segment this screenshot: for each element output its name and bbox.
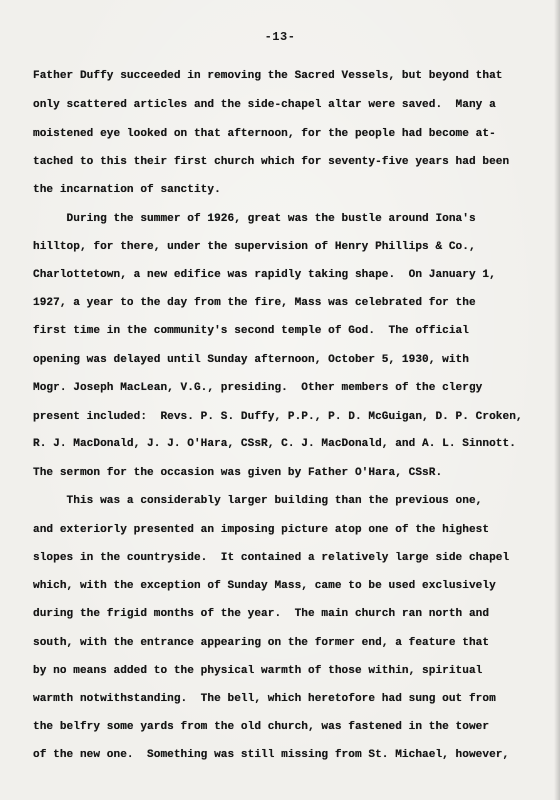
text-line: hilltop, for there, under the supervision of Henry Phillips & Co.,: [33, 241, 476, 253]
text-line: R. J. MacDonald, J. J. O'Hara, CSsR, C. J. MacDonald, and A. L. Sinnott.: [33, 438, 516, 450]
text-line: first time in the community's second temple of God. The official: [33, 325, 469, 337]
text-line: and exteriorly presented an imposing picture atop one of the highest: [33, 524, 490, 536]
text-line: by no means added to the physical warmth of those within, spiritual: [33, 665, 483, 677]
text-line: opening was delayed until Sunday afternoon, October 5, 1930, with: [33, 354, 469, 366]
text-line: Charlottetown, a new edifice was rapidly taking shape. On January 1,: [33, 269, 496, 281]
text-line: only scattered articles and the side-chapel altar were saved. Many a: [33, 99, 496, 111]
text-line: tached to this their first church which for seventy-five years had been: [33, 156, 510, 168]
text-line: 1927, a year to the day from the fire, Mass was celebrated for the: [33, 297, 476, 309]
page-edge-shadow: [554, 0, 560, 800]
text-line: which, with the exception of Sunday Mass, came to be used exclusively: [33, 580, 496, 592]
text-line: moistened eye looked on that afternoon, for the people had become at-: [33, 128, 496, 140]
text-line: slopes in the countryside. It contained a relatively large side chapel: [33, 552, 510, 564]
text-line: Mogr. Joseph MacLean, V.G., presiding. Other members of the clergy: [33, 382, 483, 394]
text-line: of the new one. Something was still missing from St. Michael, however,: [33, 749, 510, 761]
page-number: -13-: [264, 30, 296, 44]
text-line: The sermon for the occasion was given by Father O'Hara, CSsR.: [33, 467, 443, 479]
text-line: the incarnation of sanctity.: [33, 184, 221, 196]
text-line: Father Duffy succeeded in removing the Sacred Vessels, but beyond that: [33, 70, 503, 82]
text-line: warmth notwithstanding. The bell, which heretofore had sung out from: [33, 693, 496, 705]
text-line: the belfry some yards from the old church, was fastened in the tower: [33, 721, 490, 733]
text-line: This was a considerably larger building than the previous one,: [33, 495, 483, 507]
text-line: present included: Revs. P. S. Duffy, P.P., P. D. McGuigan, D. P. Croken,: [33, 411, 523, 423]
text-line: during the frigid months of the year. The main church ran north and: [33, 608, 490, 620]
text-line: During the summer of 1926, great was the bustle around Iona's: [33, 213, 476, 225]
text-line: south, with the entrance appearing on the former end, a feature that: [33, 637, 490, 649]
